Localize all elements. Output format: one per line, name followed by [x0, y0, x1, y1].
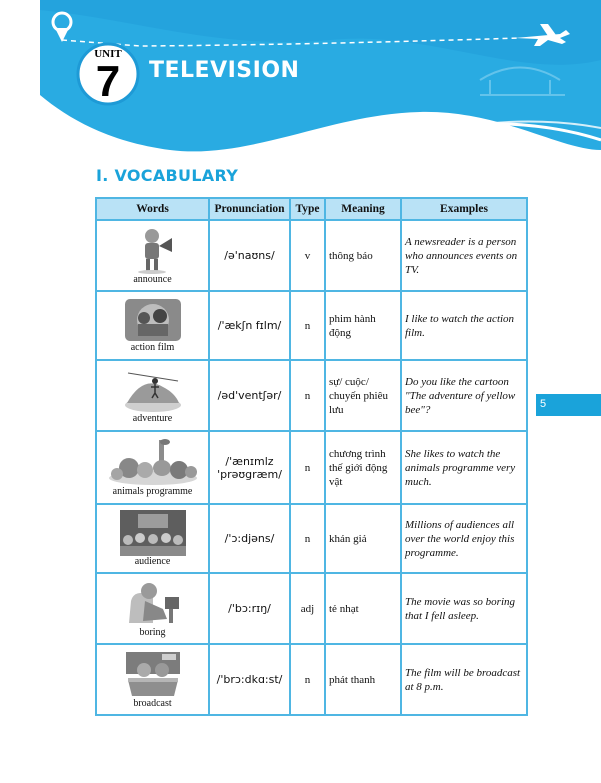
vocabulary-table [95, 197, 528, 716]
meaning-cell: thông báo [325, 220, 401, 291]
type-cell: n [290, 360, 325, 431]
table-row [96, 573, 527, 644]
meaning-cell: phim hành động [325, 291, 401, 360]
table-row [96, 360, 527, 431]
meaning-cell: phát thanh [325, 644, 401, 715]
type-cell: adj [290, 573, 325, 644]
action-film-image [124, 298, 182, 342]
word-cell [96, 644, 209, 715]
example-cell: A newsreader is a person who announces events on TV. [401, 220, 527, 291]
example-cell: The movie was so boring that I fell asleep. [401, 573, 527, 644]
word-label: action film [130, 342, 175, 353]
word-cell [96, 220, 209, 291]
word-cell [96, 573, 209, 644]
word-label: announce [133, 274, 172, 285]
word-cell [96, 431, 209, 504]
broadcast-image [122, 650, 184, 698]
page-number: 5 [540, 398, 547, 410]
type-cell: n [290, 504, 325, 573]
example-cell: I like to watch the action film. [401, 291, 527, 360]
word-label: adventure [132, 413, 173, 424]
pronunciation-cell: /'brɔ:dkɑ:st/ [209, 644, 290, 715]
table-header-row [96, 198, 527, 220]
table-row [96, 291, 527, 360]
pronunciation-cell: /'ɔ:djəns/ [209, 504, 290, 573]
announcer-image [124, 226, 182, 274]
example-cell: The film will be broadcast at 8 p.m. [401, 644, 527, 715]
word-cell [96, 360, 209, 431]
boring-image [123, 579, 183, 627]
pronunciation-cell: /əd'ventʃər/ [209, 360, 290, 431]
audience-image [120, 510, 186, 556]
column-header: Type [290, 198, 325, 220]
unit-number: 7 [95, 57, 121, 106]
pronunciation-cell: /'ækʃn fɪlm/ [209, 291, 290, 360]
adventure-image [123, 367, 183, 413]
unit-label: UNIT [94, 48, 122, 60]
table-row [96, 220, 527, 291]
pronunciation-cell: /ə'naʊns/ [209, 220, 290, 291]
page-tab [536, 394, 601, 416]
meaning-cell: tẻ nhạt [325, 573, 401, 644]
column-header: Words [96, 198, 209, 220]
word-cell [96, 291, 209, 360]
meaning-cell: sự/ cuộc/ chuyến phiêu lưu [325, 360, 401, 431]
column-header: Examples [401, 198, 527, 220]
table-row [96, 431, 527, 504]
pronunciation-cell: /'ænɪmlz 'prəʊgræm/ [209, 431, 290, 504]
pronunciation-cell: /'bɔ:rɪŋ/ [209, 573, 290, 644]
column-header: Meaning [325, 198, 401, 220]
word-label: audience [134, 556, 171, 567]
word-label: animals programme [112, 486, 193, 497]
type-cell: n [290, 431, 325, 504]
word-cell [96, 504, 209, 573]
example-cell: She likes to watch the animals programme very much. [401, 431, 527, 504]
meaning-cell: chương trình thế giới động vật [325, 431, 401, 504]
table-row [96, 644, 527, 715]
example-cell: Millions of audiences all over the world enjoy this programme. [401, 504, 527, 573]
type-cell: n [290, 291, 325, 360]
section-heading: I. VOCABULARY [96, 166, 239, 185]
animals-image [107, 438, 199, 486]
table-row [96, 504, 527, 573]
meaning-cell: khán giả [325, 504, 401, 573]
word-label: broadcast [133, 698, 172, 709]
word-label: boring [139, 627, 166, 638]
column-header: Pronunciation [209, 198, 290, 220]
type-cell: v [290, 220, 325, 291]
example-cell: Do you like the cartoon "The adventure of yellow bee"? [401, 360, 527, 431]
unit-title: TELEVISION [149, 58, 300, 83]
type-cell: n [290, 644, 325, 715]
